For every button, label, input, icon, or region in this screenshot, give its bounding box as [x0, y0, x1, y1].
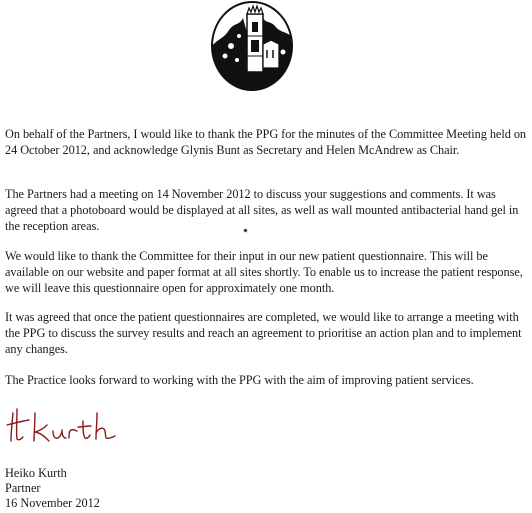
- paragraph-questionnaire: We would like to thank the Committee for their input in our new patient questionnaire. This will be available on our website and paper format at all sites shortly. To enable us to increase the patient response, we will leave this questionnaire open for approximately one month.: [5, 249, 523, 295]
- paragraph-survey-meeting: It was agreed that once the patient questionnaires are completed, we would like to arrange a meeting with the PPG to discuss the survey results and reach an agreement to prioritise an action plan and to implement any changes.: [5, 310, 522, 356]
- paragraph-closing: The Practice looks forward to working with the PPG with the aim of improving patient services.: [5, 373, 474, 387]
- signatory-name: Heiko Kurth: [5, 466, 67, 480]
- paragraph-partners-meeting: The Partners had a meeting on 14 November 2012 to discuss your suggestions and comments. It was agreed that a photoboard would be displayed at all sites, as well as wall mounted antibacterial hand gel in the reception areas.: [5, 187, 519, 233]
- letter-date: 16 November 2012: [5, 496, 100, 510]
- paragraph-thanks-ppg: On behalf of the Partners, I would like to thank the PPG for the minutes of the Committee Meeting held on 24 October 2012, and acknowledge Glynis Bunt as Secretary and Helen McAndrew as Chair.: [5, 127, 527, 157]
- signatory-block: [5, 466, 100, 511]
- handwritten-signature: [5, 405, 135, 449]
- church-logo-icon: [209, 0, 295, 92]
- signatory-role: Partner: [5, 481, 41, 495]
